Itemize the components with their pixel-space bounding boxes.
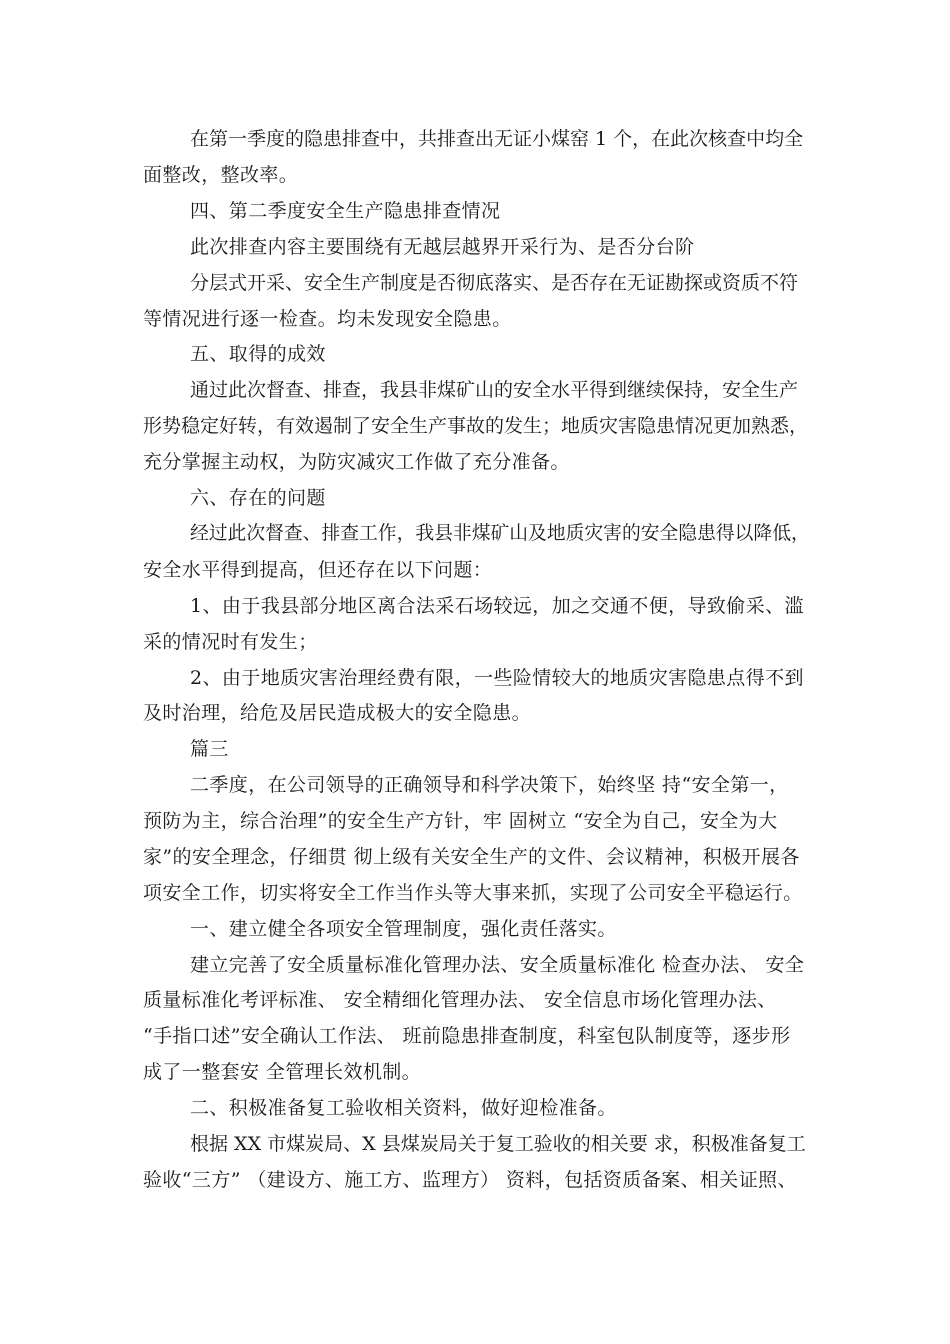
section-heading: 五、取得的成效 bbox=[190, 343, 326, 365]
chapter-heading: 篇三 bbox=[190, 738, 229, 760]
section-heading: 六、存在的问题 bbox=[190, 487, 326, 509]
body-line: 等情况进行逐一检查。均未发现安全隐患。 bbox=[143, 308, 512, 330]
body-line: 预防为主，综合治理”的安全生产方针，牢 固树立 “安全为自己，安全为大 bbox=[143, 810, 778, 832]
body-line: 验收“三方” （建设方、施工方、监理方） 资料，包括资质备案、相关证照、 bbox=[143, 1169, 797, 1191]
body-line: 安全水平得到提高，但还存在以下问题： bbox=[143, 559, 493, 581]
section-heading: 四、第二季度安全生产隐患排查情况 bbox=[190, 200, 501, 222]
section-heading: 一、建立健全各项安全管理制度，强化责任落实。 bbox=[190, 918, 617, 940]
body-line: 质量标准化考评标准、 安全精细化管理办法、 安全信息市场化管理办法、 bbox=[143, 989, 777, 1011]
body-line: 建立完善了安全质量标准化管理办法、安全质量标准化 检查办法、 安全 bbox=[190, 954, 805, 976]
body-line: 形势稳定好转，有效遏制了安全生产事故的发生；地质灾害隐患情况更加熟悉， bbox=[143, 415, 809, 437]
body-line: 及时治理，给危及居民造成极大的安全隐患。 bbox=[143, 702, 532, 724]
section-heading: 二、积极准备复工验收相关资料，做好迎检准备。 bbox=[190, 1097, 617, 1119]
body-line: 二季度，在公司领导的正确领导和科学决策下，始终坚 持“安全第一， bbox=[190, 774, 789, 796]
body-line: 采的情况时有发生； bbox=[143, 631, 318, 653]
body-line: 经过此次督查、排查工作，我县非煤矿山及地质灾害的安全隐患得以降低， bbox=[190, 523, 810, 544]
body-line: 充分掌握主动权，为防灾减灾工作做了充分准备。 bbox=[143, 451, 570, 473]
body-line: “手指口述”安全确认工作法、 班前隐患排查制度，科室包队制度等，逐步形 bbox=[143, 1025, 791, 1047]
body-line: 2、由于地质灾害治理经费有限，一些险情较大的地质灾害隐患点得不到 bbox=[190, 667, 804, 689]
body-line: 面整改，整改率。 bbox=[143, 164, 299, 186]
body-line: 分层式开采、安全生产制度是否彻底落实、是否存在无证勘探或资质不符 bbox=[190, 272, 799, 294]
body-line: 根据 XX 市煤炭局、X 县煤炭局关于复工验收的相关要 求，积极准备复工 bbox=[190, 1133, 806, 1155]
body-line: 在第一季度的隐患排查中，共排查出无证小煤窑 1 个，在此次核查中均全 bbox=[190, 128, 804, 150]
body-line: 成了一整套安 全管理长效机制。 bbox=[143, 1061, 422, 1083]
body-line: 项安全工作，切实将安全工作当作头等大事来抓，实现了公司安全平稳运行。 bbox=[143, 882, 803, 904]
body-line: 此次排查内容主要围绕有无越层越界开采行为、是否分台阶 bbox=[190, 236, 695, 258]
body-line: 家”的安全理念，仔细贯 彻上级有关安全生产的文件、会议精神，积极开展各 bbox=[143, 846, 800, 868]
body-line: 通过此次督查、排查，我县非煤矿山的安全水平得到继续保持，安全生产 bbox=[190, 379, 799, 401]
body-line: 1、由于我县部分地区离合法采石场较远，加之交通不便，导致偷采、滥 bbox=[190, 595, 804, 617]
